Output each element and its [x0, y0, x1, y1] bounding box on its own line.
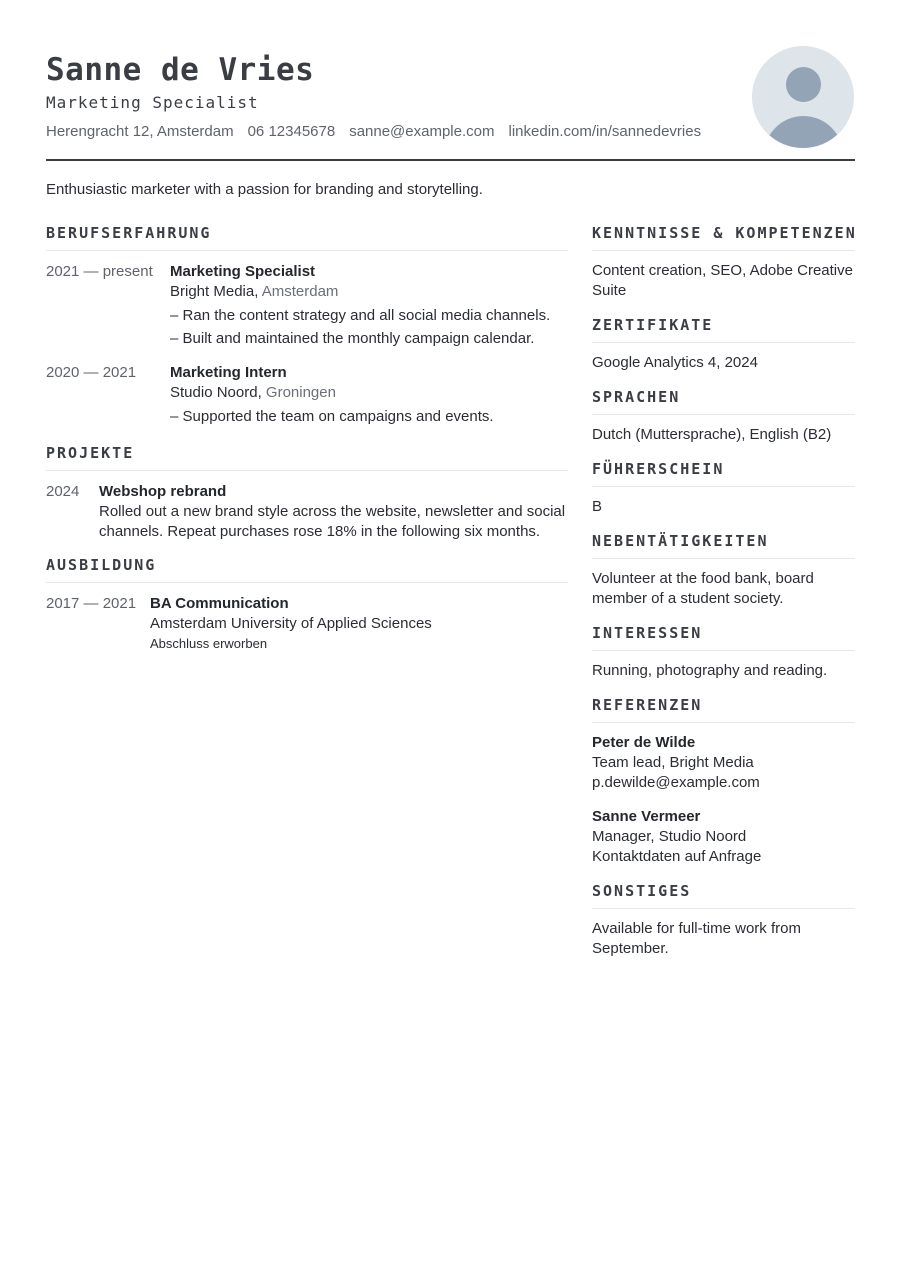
- reference-name: Peter de Wilde: [592, 734, 696, 751]
- education-section: [46, 556, 568, 654]
- entry-date: 2017 — 2021: [46, 595, 137, 612]
- entry-bullets: [170, 306, 568, 349]
- entry-org: Studio Noord, Groningen: [170, 384, 336, 401]
- misc-section: [592, 882, 855, 959]
- education-school: Amsterdam University of Applied Sciences: [150, 615, 432, 632]
- section-divider: [46, 470, 568, 471]
- avatar-body-shape: [764, 116, 843, 148]
- entry-company: Bright Media: [170, 283, 255, 300]
- certificates-section: [592, 316, 855, 373]
- experience-entry: [46, 262, 568, 352]
- contact-line: [46, 123, 701, 140]
- entry-company: Studio Noord: [170, 384, 258, 401]
- contact-linkedin[interactable]: linkedin.com/in/sannedevries: [508, 123, 702, 140]
- languages-text: Dutch (Muttersprache), English (B2): [592, 426, 832, 443]
- education-entry: [46, 594, 568, 654]
- languages-section: [592, 388, 855, 445]
- section-divider: [592, 722, 855, 723]
- experience-section: [46, 224, 568, 430]
- license-section: [592, 460, 855, 517]
- section-title: REFERENZEN: [592, 696, 703, 714]
- education-degree: BA Communication: [150, 595, 289, 612]
- misc-text: Available for full-time work from September.: [592, 920, 801, 957]
- avatar-head-shape: [786, 67, 821, 102]
- section-divider: [46, 582, 568, 583]
- skills-text: Content creation, SEO, Adobe Creative Suite: [592, 262, 853, 299]
- entry-date: 2024: [46, 483, 80, 500]
- section-divider: [46, 250, 568, 251]
- main-column: [46, 224, 568, 668]
- section-divider: [592, 908, 855, 909]
- section-title: PROJEKTE: [46, 444, 135, 462]
- experience-entry: [46, 363, 568, 430]
- entry-org: Bright Media, Amsterdam: [170, 283, 339, 300]
- section-divider: [592, 250, 855, 251]
- project-name: Webshop rebrand: [99, 483, 227, 500]
- bullet-item: – Ran the content strategy and all social media channels.: [170, 306, 568, 326]
- side-column: [592, 224, 855, 974]
- section-title: FÜHRERSCHEIN: [592, 460, 725, 478]
- entry-location: Amsterdam: [261, 283, 339, 300]
- section-divider: [592, 650, 855, 651]
- side-activities-section: [592, 532, 855, 609]
- profile-summary: Enthusiastic marketer with a passion for branding and storytelling.: [46, 181, 483, 198]
- section-title: AUSBILDUNG: [46, 556, 157, 574]
- side-activities-text: Volunteer at the food bank, board member of a student society.: [592, 570, 814, 607]
- section-divider: [592, 558, 855, 559]
- project-description: Rolled out a new brand style across the website, newsletter and social channels. Repeat purchases rose 18% in the following six months.: [99, 503, 566, 540]
- entry-location: Groningen: [265, 384, 336, 401]
- header-divider: [46, 159, 855, 161]
- user-avatar-icon: [752, 46, 854, 148]
- reference-entry: [592, 807, 855, 867]
- resume-page: [46, 0, 855, 1273]
- candidate-role: Marketing Specialist: [46, 93, 259, 112]
- entry-bullets: [170, 407, 568, 427]
- reference-role: Manager, Studio Noord: [592, 828, 747, 845]
- resume-header: [46, 0, 855, 162]
- certificates-text: Google Analytics 4, 2024: [592, 354, 758, 371]
- contact-address: Herengracht 12, Amsterdam: [46, 123, 234, 140]
- license-text: B: [592, 498, 603, 515]
- bullet-item: – Supported the team on campaigns and events.: [170, 407, 568, 427]
- reference-contact[interactable]: p.dewilde@example.com: [592, 774, 760, 791]
- section-title: NEBENTÄTIGKEITEN: [592, 532, 769, 550]
- interests-text: Running, photography and reading.: [592, 662, 828, 679]
- section-title: SPRACHEN: [592, 388, 681, 406]
- section-title: INTERESSEN: [592, 624, 703, 642]
- bullet-item: – Built and maintained the monthly campaign calendar.: [170, 329, 568, 349]
- entry-date: 2021 — present: [46, 263, 153, 280]
- section-divider: [592, 342, 855, 343]
- section-title: ZERTIFIKATE: [592, 316, 714, 334]
- section-title: KENNTNISSE & KOMPETENZEN: [592, 224, 857, 242]
- section-title: SONSTIGES: [592, 882, 692, 900]
- references-section: [592, 696, 855, 867]
- entry-date: 2020 — 2021: [46, 364, 137, 381]
- section-title: BERUFSERFAHRUNG: [46, 224, 212, 242]
- projects-section: [46, 444, 568, 542]
- entry-position: Marketing Specialist: [170, 263, 316, 280]
- skills-section: [592, 224, 855, 301]
- reference-name: Sanne Vermeer: [592, 808, 701, 825]
- contact-email[interactable]: sanne@example.com: [349, 123, 495, 140]
- reference-contact: Kontaktdaten auf Anfrage: [592, 848, 762, 865]
- interests-section: [592, 624, 855, 681]
- entry-position: Marketing Intern: [170, 364, 287, 381]
- section-divider: [592, 486, 855, 487]
- education-note: Abschluss erworben: [150, 636, 268, 651]
- project-entry: [46, 482, 568, 542]
- candidate-name: Sanne de Vries: [46, 52, 315, 88]
- reference-role: Team lead, Bright Media: [592, 754, 754, 771]
- contact-phone: 06 12345678: [247, 123, 336, 140]
- reference-entry: [592, 733, 855, 793]
- section-divider: [592, 414, 855, 415]
